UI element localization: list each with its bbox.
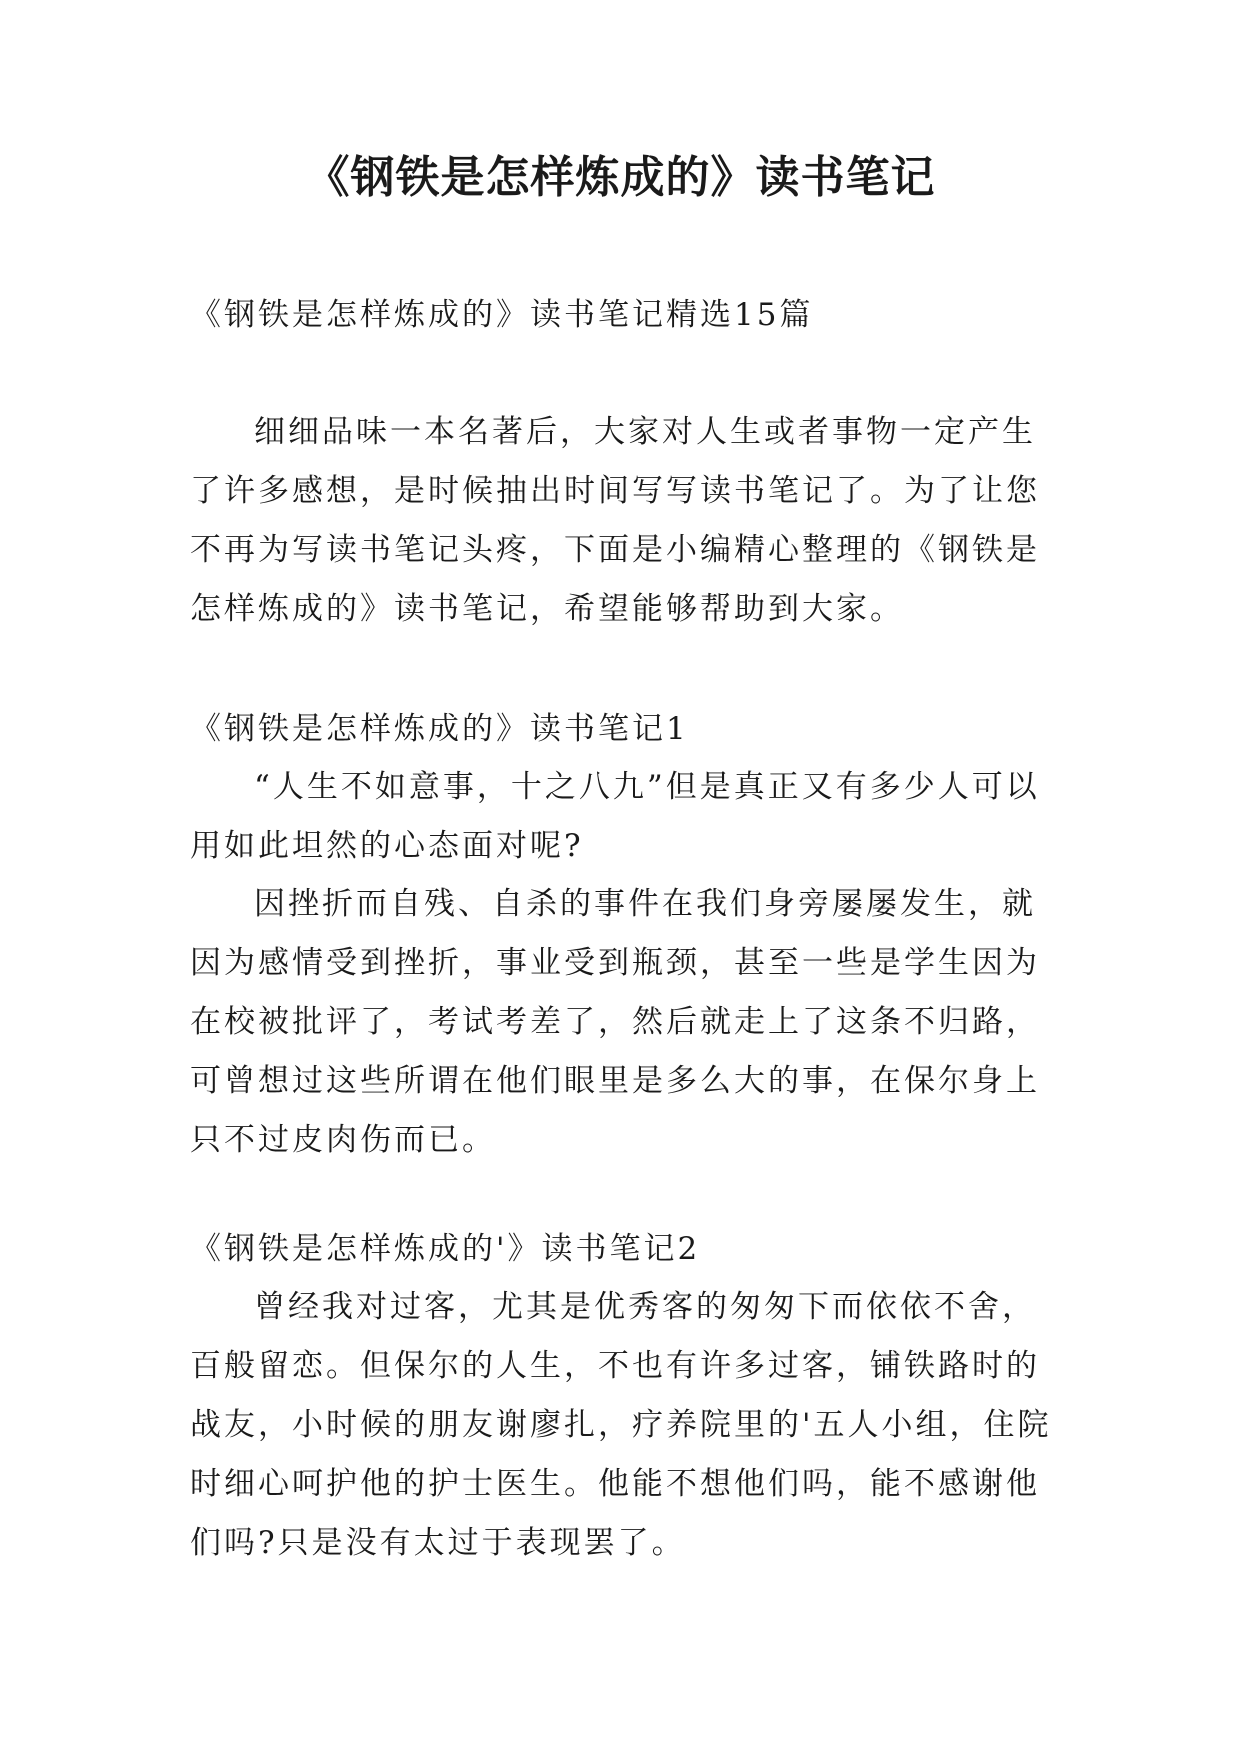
page-title: 《钢铁是怎样炼成的》读书笔记 <box>305 152 936 203</box>
intro-paragraph: 细细品味一本名著后，大家对人生或者事物一定产生了许多感想，是时候抽出时间写写读书笔记了。为了让您不再为写读书笔记头疼，下面是小编精心整理的《钢铁是怎样炼成的》读书笔记，希望能够帮助到大家。 <box>190 414 1040 627</box>
document-subtitle: 《钢铁是怎样炼成的》读书笔记精选15篇 <box>190 297 814 333</box>
section-1-paragraph-2: 因挫折而自残、自杀的事件在我们身旁屡屡发生，就因为感情受到挫折，事业受到瓶颈，甚至一些是学生因为在校被批评了，考试考差了，然后就走上了这条不归路，可曾想过这些所谓在他们眼里是多么大的事，在保尔身上只不过皮肉伤而已。 <box>190 886 1040 1158</box>
section-2-heading: 《钢铁是怎样炼成的'》读书笔记2 <box>190 1231 701 1267</box>
section-2-paragraph-1: 曾经我对过客，尤其是优秀客的匆匆下而依依不舍，百般留恋。但保尔的人生，不也有许多过客，铺铁路时的战友，小时候的朋友谢廖扎，疗养院里的'五人小组，住院时细心呵护他的护士医生。他能不想他们吗，能不感谢他们吗?只是没有太过于表现罢了。 <box>190 1289 1052 1561</box>
section-1-paragraph-1: “人生不如意事，十之八九”但是真正又有多少人可以用如此坦然的心态面对呢? <box>190 769 1040 864</box>
section-1-heading: 《钢铁是怎样炼成的》读书笔记1 <box>190 711 689 747</box>
